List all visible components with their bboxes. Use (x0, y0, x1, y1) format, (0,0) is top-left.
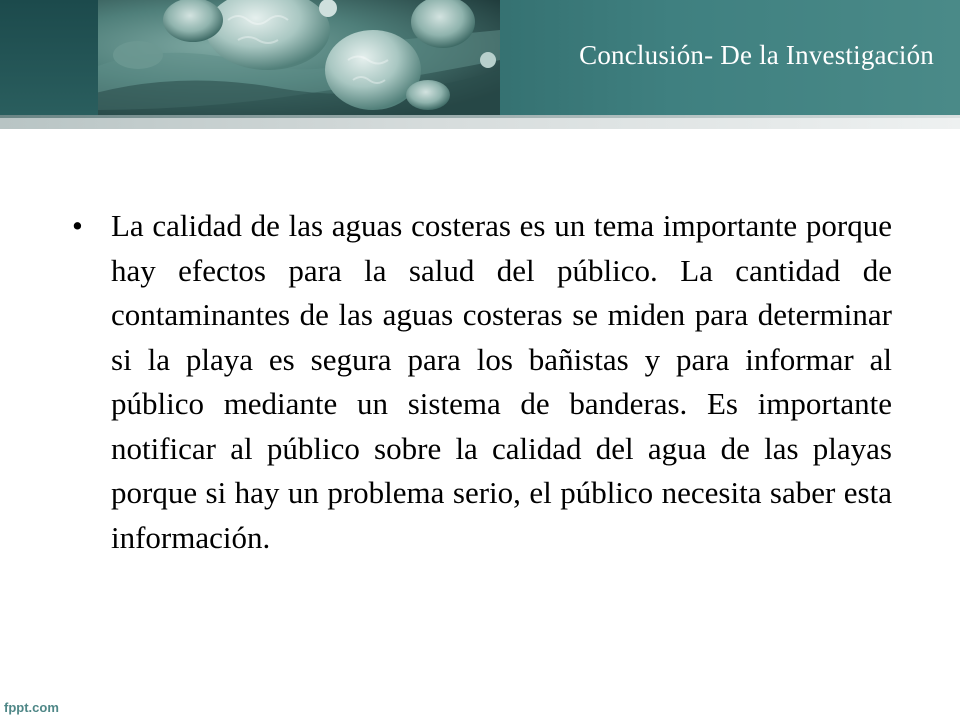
bullet-text: La calidad de las aguas costeras es un tema importante porque hay efectos para la salud del público. La cantidad de contaminantes de las aguas costeras se miden para determinar si la playa es segura para los bañistas y para informar al público mediante un sistema de banderas. Es importante notificar al público sobre la calidad del agua de las playas porque si hay un problema serio, el público necesita saber esta información. (111, 208, 892, 555)
footer-brand: fppt.com (4, 700, 59, 715)
slide-header (0, 0, 960, 115)
bullet-icon: • (72, 208, 83, 243)
microscope-image (98, 0, 500, 115)
header-divider (0, 115, 960, 118)
slide-content (72, 204, 892, 560)
bacteria-illustration-icon (98, 0, 500, 115)
bullet-item (72, 204, 892, 560)
slide-title: Conclusión- De la Investigación (579, 40, 934, 70)
header-left-panel (0, 0, 98, 115)
